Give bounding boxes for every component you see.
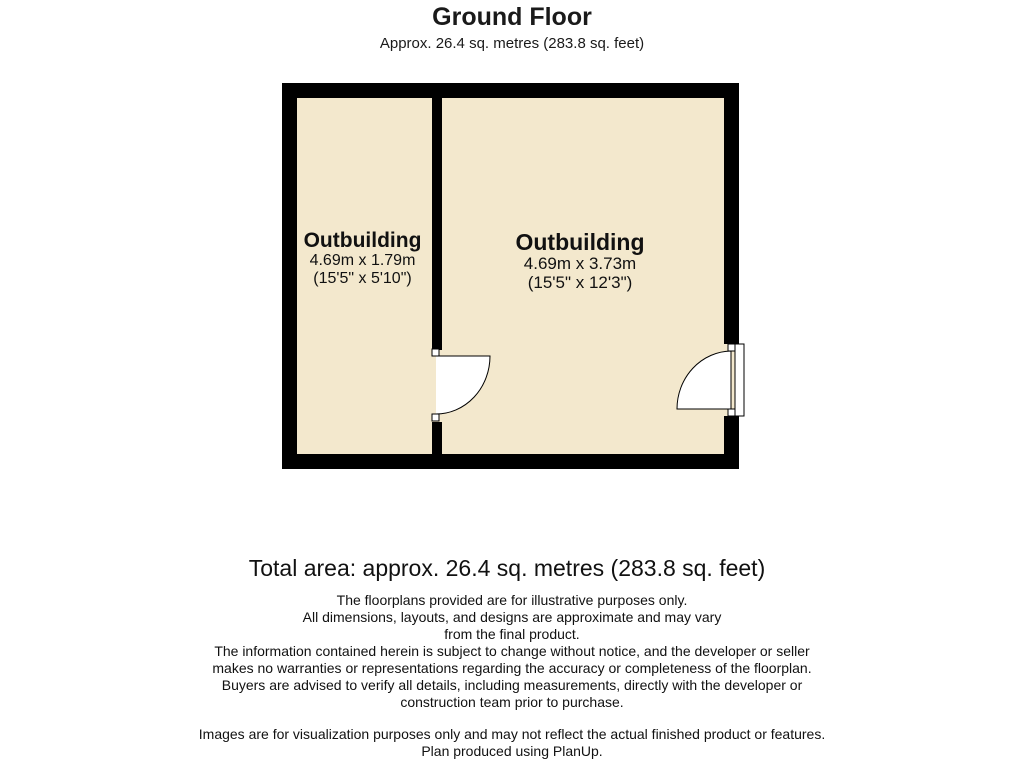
- disclaimer-line: The information contained herein is subject to change without notice, and the developer or seller: [214, 643, 810, 659]
- room-dimensions-imperial: (15'5" x 12'3"): [527, 272, 633, 292]
- external-door-frame: [735, 344, 744, 416]
- visualization-note: [0, 726, 1024, 760]
- internal-door-jamb-top: [432, 349, 439, 356]
- room-label-left: [297, 229, 428, 287]
- room-name: Outbuilding: [515, 229, 645, 255]
- external-door-jamb-top: [728, 344, 735, 351]
- room-dimensions-metric: 4.69m x 1.79m: [309, 252, 416, 270]
- disclaimer: [0, 592, 1024, 711]
- room-dimensions-imperial: (15'5" x 5'10"): [313, 269, 412, 287]
- room-name: Outbuilding: [303, 229, 422, 252]
- note-line: Images are for visualization purposes only and may not reflect the actual finished product or features.: [198, 726, 826, 742]
- total-area: Total area: approx. 26.4 sq. metres (283.8 sq. feet): [248, 555, 766, 581]
- note-line: Plan produced using PlanUp.: [421, 743, 603, 759]
- plan-title: Ground Floor: [432, 3, 592, 31]
- disclaimer-line: makes no warranties or representations regarding the accuracy or completeness of the floorplan.: [212, 660, 812, 676]
- disclaimer-line: All dimensions, layouts, and designs are approximate and may vary: [302, 609, 722, 625]
- disclaimer-line: from the final product.: [444, 626, 580, 642]
- external-door-jamb-bottom: [728, 409, 735, 416]
- room-dimensions-metric: 4.69m x 3.73m: [523, 254, 637, 274]
- disclaimer-line: Buyers are advised to verify all details, including measurements, directly with the developer or: [221, 677, 803, 693]
- internal-door-jamb-bottom: [432, 414, 439, 421]
- plan-subtitle: Approx. 26.4 sq. metres (283.8 sq. feet): [379, 35, 645, 52]
- disclaimer-line: The floorplans provided are for illustrative purposes only.: [336, 592, 688, 608]
- room-label-right: [480, 230, 680, 293]
- disclaimer-line: construction team prior to purchase.: [400, 694, 624, 710]
